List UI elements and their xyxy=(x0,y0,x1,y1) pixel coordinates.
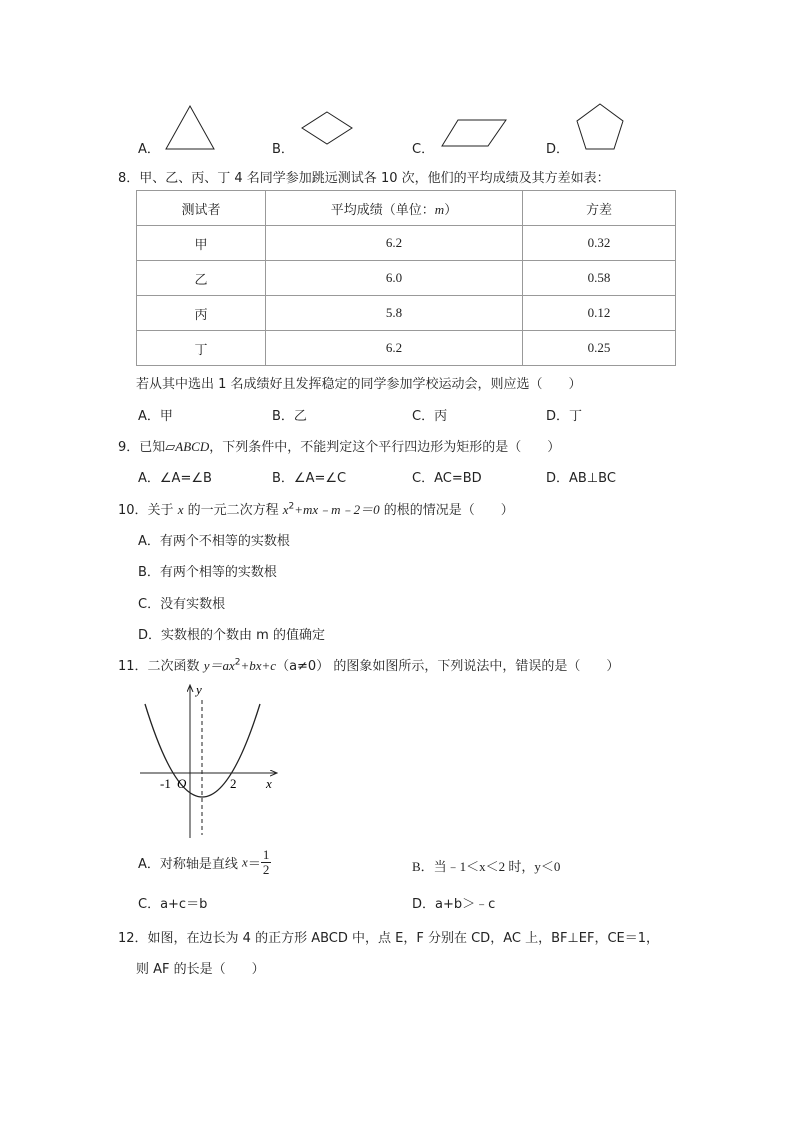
q9-option-c: C．AC=BD xyxy=(412,471,482,486)
cell-average: 5.8 xyxy=(266,296,523,331)
q11-option-c: C．a+c＝b xyxy=(138,897,208,912)
header-average: 平均成绩（单位：m） xyxy=(266,191,523,226)
q8-option-b: B．乙 xyxy=(272,409,307,424)
q7-option-c-label: C． xyxy=(412,142,435,157)
fraction-one-half: $\frac{1}{2}$ xyxy=(262,847,270,877)
cell-variance: 0.25 xyxy=(523,331,676,366)
origin-label: O xyxy=(177,776,187,791)
score-table xyxy=(136,190,676,366)
cell-name: 甲 xyxy=(137,226,266,261)
table-row xyxy=(137,261,676,296)
cell-average: 6.2 xyxy=(266,226,523,261)
cell-average: 6.0 xyxy=(266,261,523,296)
triangle-shape xyxy=(164,104,216,152)
table-row xyxy=(137,296,676,331)
cell-name: 乙 xyxy=(137,261,266,296)
q10-option-b: B．有两个相等的实数根 xyxy=(138,565,277,580)
cell-variance: 0.12 xyxy=(523,296,676,331)
q9-option-b: B．∠A=∠C xyxy=(272,471,347,486)
q11-option-b: B．当﹣1＜x＜2 时，y＜0 xyxy=(412,859,561,874)
q8-option-a: A．甲 xyxy=(138,409,173,424)
x-axis-label: x xyxy=(266,776,272,791)
tick-label-2: 2 xyxy=(230,776,237,791)
parallelogram-shape xyxy=(440,118,508,148)
table-row xyxy=(137,226,676,261)
header-variance: 方差 xyxy=(523,191,676,226)
q10-option-d: D．实数根的个数由 m 的值确定 xyxy=(138,628,325,643)
q9-option-a: A．∠A=∠B xyxy=(138,471,212,486)
q9-option-d: D．AB⊥BC xyxy=(546,471,616,486)
cell-name: 丁 xyxy=(137,331,266,366)
q8-option-c: C．丙 xyxy=(412,409,448,424)
cell-variance: 0.32 xyxy=(523,226,676,261)
q11-option-a: A．对称轴是直线 x＝ $\frac{1}{2}$ xyxy=(138,847,270,877)
q10-option-a: A．有两个不相等的实数根 xyxy=(138,534,290,549)
q8-question: 若从其中选出 1 名成绩好且发挥稳定的同学参加学校运动会，则应选（ ） xyxy=(136,377,582,392)
rhombus-shape xyxy=(300,110,354,146)
pentagon-shape xyxy=(574,102,626,152)
cell-average: 6.2 xyxy=(266,331,523,366)
tick-label-neg1: -1 xyxy=(160,776,171,791)
table-header-row xyxy=(137,191,676,226)
q12-line2: 则 AF 的长是（ ） xyxy=(136,962,265,977)
cell-name: 丙 xyxy=(137,296,266,331)
cell-variance: 0.58 xyxy=(523,261,676,296)
q8-stem: 8．甲、乙、丙、丁 4 名同学参加跳远测试各 10 次，他们的平均成绩及其方差如表： xyxy=(118,171,610,186)
header-tester: 测试者 xyxy=(137,191,266,226)
q8-option-d: D．丁 xyxy=(546,409,583,424)
q11-option-d: D．a+b＞﹣c xyxy=(412,897,496,912)
q7-option-d-label: D． xyxy=(546,142,570,157)
q12-line1: 12．如图，在边长为 4 的正方形 ABCD 中，点 E，F 分别在 CD，AC 上，BF⊥EF，CE＝1， xyxy=(118,931,660,946)
q10-stem: 10．关于 x 的一元二次方程 $x^2+mx﹣m﹣2=0$ 的根的情况是（ ） xyxy=(118,501,514,518)
q7-option-a-label: A． xyxy=(138,142,160,157)
table-row xyxy=(137,331,676,366)
y-axis-label: y xyxy=(196,682,202,697)
parabola-graph xyxy=(130,680,290,845)
q9-stem: 9．已知▱ABCD，下列条件中，不能判定这个平行四边形为矩形的是（ ） xyxy=(118,439,561,455)
q10-option-c: C．没有实数根 xyxy=(138,597,226,612)
q11-stem: 11．二次函数 $y=ax^2+bx+c(a\ne 0)$ 的图象如图所示，下列说法中，错误的是（ ） xyxy=(118,657,620,674)
q7-option-b-label: B． xyxy=(272,142,294,157)
